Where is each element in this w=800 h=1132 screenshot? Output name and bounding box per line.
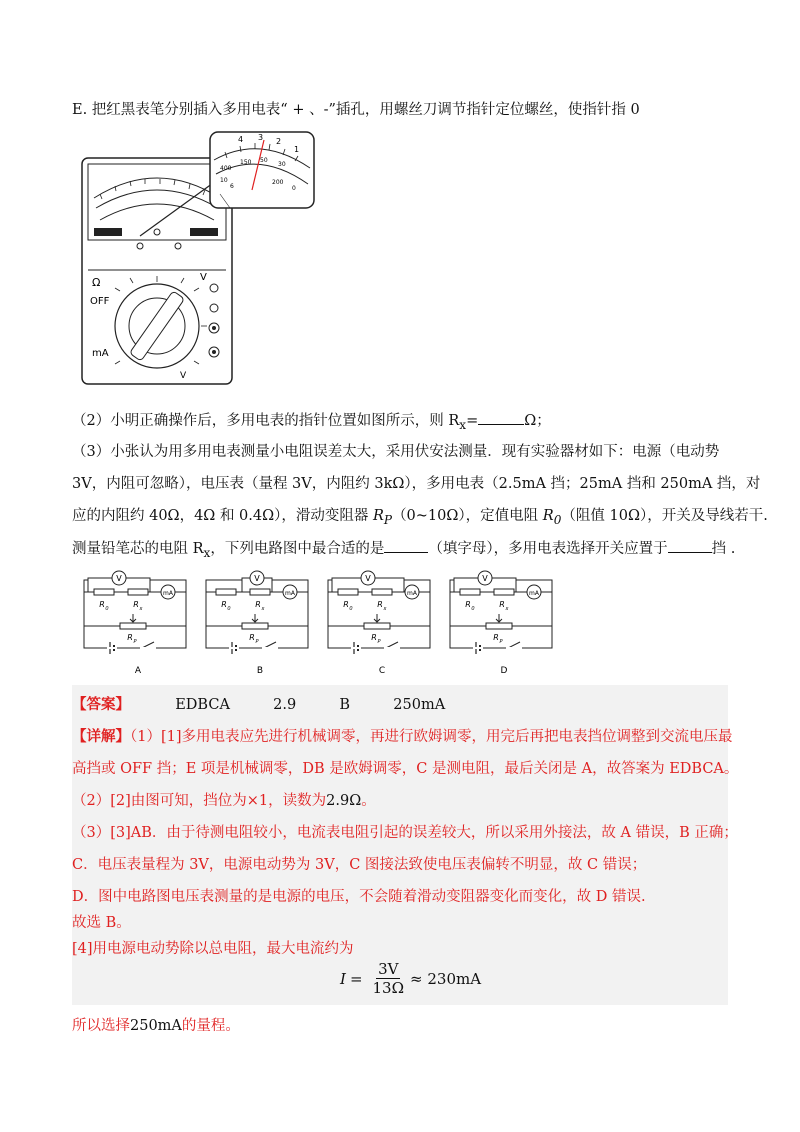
circuit-label: B: [256, 666, 264, 676]
zoom-val-10: 10: [220, 177, 228, 184]
meter-off-label: OFF: [90, 296, 110, 307]
circuit-c: [324, 570, 434, 676]
q2-prefix: （2）小明正确操作后，多用电表的指针位置如图所示，则 R: [72, 413, 460, 429]
formula-fraction: [373, 960, 405, 997]
final-value: 250mA: [130, 1018, 182, 1034]
question-2: [72, 410, 551, 435]
answer-line: [72, 695, 445, 715]
detail-line-7: 故选 B。: [72, 915, 131, 931]
rp-label: R: [127, 633, 133, 642]
zoom-val-30: 30: [278, 161, 286, 168]
detail-line-4: （3）[3]AB．由于待测电阻较小，电流表电阻引起的误差较大，所以采用外接法，故 A 错误，B 正确；: [72, 825, 738, 841]
r0-label: R: [221, 600, 227, 609]
rx-label: R: [133, 600, 139, 609]
zoom-val-6: 6: [230, 183, 234, 190]
detail-2a: （2）[2]由图可知，挡位为×1，读数为: [72, 793, 327, 809]
question-3-line-3: [72, 506, 768, 530]
rx-label: R: [377, 600, 383, 609]
final-line: [72, 1016, 240, 1036]
rx-label: R: [499, 600, 505, 609]
formula-lhs: I: [340, 969, 346, 988]
r0-sub-label: 0: [471, 606, 475, 612]
zoom-val-400: 400: [220, 165, 232, 172]
question-3-line-1: （3）小张认为用多用电表测量小电阻误差太大，采用伏安法测量．现有实验器材如下：电源（电动势: [72, 444, 720, 460]
circuit-label: D: [500, 666, 508, 676]
zoom-tick-1: 1: [294, 145, 300, 154]
detail-2-end: 。: [361, 793, 376, 809]
detail-2-value: 2.9Ω: [326, 793, 362, 809]
rp-sub-label: P: [133, 639, 137, 645]
circuit-diagrams: [80, 570, 560, 676]
r0-label: R: [465, 600, 471, 609]
zoom-tick-3: 3: [258, 133, 264, 142]
detail-line-6: D．图中电路图电压表测量的是电源的电压，不会随着滑动变阻器变化而变化，故 D 错误.: [72, 889, 646, 905]
q3-line4-a: 测量铅笔芯的电阻 R: [72, 541, 204, 557]
detail-line-3: [72, 791, 376, 811]
q3-blank-2[interactable]: [668, 538, 712, 553]
detail-1a: （1）[1]多用电表应先进行机械调零，再进行欧姆调零，用完后再把电表挡位调整到交流电压最: [130, 729, 733, 745]
voltmeter-label: V: [254, 574, 260, 583]
q3-line3-b: （0~10Ω），定值电阻: [392, 508, 543, 524]
answer-value-3: B: [339, 697, 351, 713]
circuit-d: [446, 570, 556, 676]
q3-blank-1[interactable]: [384, 538, 428, 553]
q2-blank[interactable]: [478, 410, 524, 425]
q2-suffix: Ω；: [524, 413, 551, 429]
rx-sub-label: x: [383, 606, 387, 612]
rx-label: R: [255, 600, 261, 609]
rp-sub: P: [383, 512, 393, 527]
current-formula: [340, 960, 481, 997]
circuit-b: [202, 570, 312, 676]
rp-label: R: [493, 633, 499, 642]
detail-line-2: 高挡或 OFF 挡；E 项是机械调零，DB 是欧姆调零，C 是测电阻，最后关闭是 A，故答案为 EDBCA。: [72, 761, 739, 777]
ammeter-label: mA: [163, 590, 173, 597]
zoom-val-200: 200: [272, 179, 284, 186]
ammeter-label: mA: [285, 590, 295, 597]
final-a: 所以选择: [72, 1018, 130, 1034]
q3-line4-c: （填字母），多用电表选择开关应置于: [428, 541, 668, 557]
r0-sub: 0: [553, 512, 562, 527]
formula-denominator: 13Ω: [372, 979, 405, 997]
meter-ma-label: mA: [92, 348, 109, 359]
voltmeter-label: V: [365, 574, 371, 583]
multimeter-figure: [80, 128, 320, 388]
detail-line-5: C．电压表量程为 3V，电源电动势为 3V，C 图接法致使电压表偏转不明显，故 C 错误；: [72, 857, 647, 873]
question-3-line-2: 3V，内阻可忽略），电压表（量程 3V，内阻约 3kΩ），多用电表（2.5mA 挡；25mA 挡和 250mA 挡，对: [72, 476, 761, 492]
answer-tag: 【答案】: [72, 696, 130, 713]
ammeter-label: mA: [407, 590, 417, 597]
r0-label: R: [99, 600, 105, 609]
rp-label: R: [371, 633, 377, 642]
zoom-tick-2: 2: [276, 137, 282, 146]
q2-mid: =: [466, 413, 479, 429]
rp-symbol: R: [373, 508, 384, 524]
rp-sub-label: P: [499, 639, 503, 645]
step-e-text: E. 把红黑表笔分别插入多用电表“ + 、-”插孔，用螺丝刀调节指针定位螺丝，使指针指 0: [72, 102, 640, 118]
meter-v-label: V: [200, 272, 207, 283]
circuit-label: A: [134, 666, 142, 676]
q3-line3-a: 应的内阻约 40Ω，4Ω 和 0.4Ω），滑动变阻器: [72, 508, 373, 524]
meter-ohm-label: Ω: [92, 276, 101, 289]
r0-sub-label: 0: [227, 606, 231, 612]
ammeter-label: mA: [529, 590, 539, 597]
circuit-a: [80, 570, 190, 676]
voltmeter-label: V: [482, 574, 488, 583]
final-b: 的量程。: [181, 1018, 240, 1034]
answer-value-1: EDBCA: [175, 697, 230, 713]
detail-line-8: [4]用电源电动势除以总电阻，最大电流约为: [72, 941, 354, 957]
zoom-tick-4: 4: [238, 135, 244, 144]
r0-symbol: R: [542, 508, 554, 524]
circuit-label: C: [378, 666, 386, 676]
rx-sub-label: x: [139, 606, 143, 612]
detail-line-1: [72, 727, 733, 747]
formula-numerator: 3V: [378, 960, 399, 978]
rx-sub: x: [203, 545, 211, 560]
r0-sub-label: 0: [349, 606, 353, 612]
r0-sub-label: 0: [105, 606, 109, 612]
voltmeter-label: V: [116, 574, 122, 583]
answer-value-4: 250mA: [393, 697, 446, 713]
rp-sub-label: P: [255, 639, 259, 645]
r0-label: R: [343, 600, 349, 609]
meter-v2-label: V: [180, 371, 187, 381]
q2-sub: x: [459, 417, 467, 432]
q3-line3-c: （阻值 10Ω），开关及导线若干.: [561, 508, 768, 524]
q3-line4-d: 挡 .: [711, 541, 736, 557]
rx-sub-label: x: [261, 606, 265, 612]
zoom-val-0: 0: [292, 185, 296, 192]
formula-rhs: ≈ 230mA: [410, 969, 482, 988]
formula-eq: =: [349, 969, 363, 988]
rp-label: R: [249, 633, 255, 642]
zoom-val-50: 50: [260, 157, 268, 164]
question-3-line-4: [72, 538, 735, 563]
rx-sub-label: x: [505, 606, 509, 612]
zoom-val-150: 150: [240, 159, 252, 166]
detail-tag: 【详解】: [72, 728, 130, 745]
rp-sub-label: P: [377, 639, 381, 645]
answer-value-2: 2.9: [273, 697, 297, 713]
q3-line4-b: ，下列电路图中最合适的是: [210, 541, 385, 557]
